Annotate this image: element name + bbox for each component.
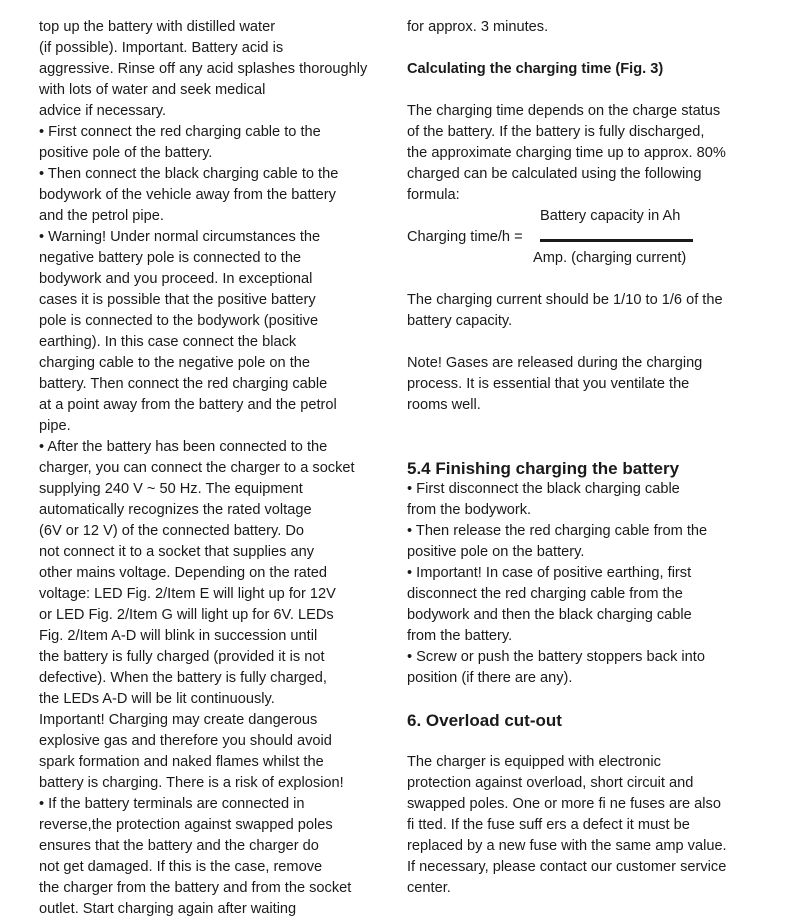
- formula-numerator: Battery capacity in Ah: [540, 208, 681, 224]
- text-line: cases it is possible that the positive battery: [39, 292, 316, 308]
- text-line: from the battery.: [407, 628, 513, 644]
- text-line: process. It is essential that you ventilate the: [407, 376, 690, 392]
- text-line: or LED Fig. 2/Item G will light up for 6V. LEDs: [39, 607, 334, 623]
- section-5-4-heading: 5.4 Finishing charging the battery: [407, 459, 680, 478]
- text-line: outlet. Start charging again after waiting: [39, 901, 297, 917]
- text-line: top up the battery with distilled water: [39, 19, 276, 35]
- text-line: of the battery. If the battery is fully discharged,: [407, 124, 705, 140]
- text-line: • Then connect the black charging cable to the: [39, 166, 339, 182]
- text-line: spark formation and naked flames whilst the: [39, 754, 324, 770]
- text-line: protection against overload, short circuit and: [407, 775, 694, 791]
- text-line: pole is connected to the bodywork (positive: [39, 313, 319, 329]
- text-line: supplying 240 V ~ 50 Hz. The equipment: [39, 481, 303, 497]
- text-line: ensures that the battery and the charger do: [39, 838, 319, 854]
- text-line: negative battery pole is connected to the: [39, 250, 302, 266]
- text-line: other mains voltage. Depending on the rated: [39, 565, 328, 581]
- text-line: charged can be calculated using the following: [407, 166, 702, 182]
- text-line: bodywork and you proceed. In exceptional: [39, 271, 313, 287]
- fraction-bar: [540, 239, 693, 242]
- charging-time-formula: [407, 206, 757, 269]
- text-line: (if possible). Important. Battery acid is: [39, 40, 284, 56]
- text-line: disconnect the red charging cable from the: [407, 586, 683, 602]
- calc-heading: Calculating the charging time (Fig. 3): [407, 61, 664, 77]
- text-line: reverse,the protection against swapped poles: [39, 817, 333, 833]
- text-line: positive pole on the battery.: [407, 544, 585, 560]
- text-line: center.: [407, 880, 451, 896]
- continuation-line: for approx. 3 minutes.: [407, 19, 549, 35]
- text-line: • If the battery terminals are connected in: [39, 796, 305, 812]
- text-line: • First connect the red charging cable to the: [39, 124, 321, 140]
- text-line: aggressive. Rinse off any acid splashes thoroughly: [39, 61, 368, 77]
- text-line: not connect it to a socket that supplies any: [39, 544, 315, 560]
- calc-paragraph: [407, 101, 757, 206]
- text-line: The charger is equipped with electronic: [407, 754, 661, 770]
- text-line: position (if there are any).: [407, 670, 573, 686]
- text-line: advice if necessary.: [39, 103, 167, 119]
- text-line: positive pole of the battery.: [39, 145, 213, 161]
- text-line: • First disconnect the black charging cable: [407, 481, 680, 497]
- text-line: swapped poles. One or more fi ne fuses are also: [407, 796, 721, 812]
- section-5-4-paragraph: [407, 479, 757, 689]
- text-line: explosive gas and therefore you should avoid: [39, 733, 332, 749]
- text-line: If necessary, please contact our customer service: [407, 859, 727, 875]
- text-line: • Screw or push the battery stoppers back into: [407, 649, 705, 665]
- text-line: • Then release the red charging cable from the: [407, 523, 708, 539]
- text-line: defective). When the battery is fully charged,: [39, 670, 327, 686]
- text-line: the LEDs A-D will be lit continuously.: [39, 691, 275, 707]
- current-paragraph: [407, 290, 757, 332]
- text-line: the charger from the battery and from the socket: [39, 880, 352, 896]
- text-line: • After the battery has been connected to the: [39, 439, 328, 455]
- text-line: • Important! In case of positive earthing, first: [407, 565, 692, 581]
- text-line: pipe.: [39, 418, 71, 434]
- text-line: replaced by a new fuse with the same amp value.: [407, 838, 727, 854]
- right-column: [407, 0, 757, 899]
- text-line: Fig. 2/Item A-D will blink in succession until: [39, 628, 318, 644]
- text-line: charger, you can connect the charger to a socket: [39, 460, 355, 476]
- text-line: Note! Gases are released during the charging: [407, 355, 703, 371]
- text-line: earthing). In this case connect the black: [39, 334, 297, 350]
- text-line: formula:: [407, 187, 460, 203]
- note-paragraph: [407, 353, 757, 416]
- text-line: bodywork of the vehicle away from the battery: [39, 187, 336, 203]
- text-line: automatically recognizes the rated voltage: [39, 502, 312, 518]
- text-line: battery capacity.: [407, 313, 513, 329]
- formula-label: Charging time/h =: [407, 229, 523, 245]
- text-line: the battery is fully charged (provided it is not: [39, 649, 325, 665]
- text-line: not get damaged. If this is the case, remove: [39, 859, 323, 875]
- left-column: [39, 0, 389, 920]
- text-line: (6V or 12 V) of the connected battery. Do: [39, 523, 304, 539]
- text-line: and the petrol pipe.: [39, 208, 164, 224]
- section-6-heading: 6. Overload cut-out: [407, 711, 562, 730]
- text-line: with lots of water and seek medical: [39, 82, 266, 98]
- text-line: battery is charging. There is a risk of explosion!: [39, 775, 344, 791]
- text-line: battery. Then connect the red charging cable: [39, 376, 328, 392]
- text-line: fi tted. If the fuse suff ers a defect it must be: [407, 817, 690, 833]
- text-line: The charging current should be 1/10 to 1/6 of the: [407, 292, 723, 308]
- text-line: • Warning! Under normal circumstances the: [39, 229, 321, 245]
- text-line: bodywork and then the black charging cable: [407, 607, 692, 623]
- text-line: charging cable to the negative pole on the: [39, 355, 310, 371]
- text-line: Important! Charging may create dangerous: [39, 712, 318, 728]
- text-line: at a point away from the battery and the petrol: [39, 397, 337, 413]
- text-line: The charging time depends on the charge status: [407, 103, 721, 119]
- section-6-paragraph: [407, 752, 757, 899]
- text-line: from the bodywork.: [407, 502, 532, 518]
- text-line: the approximate charging time up to approx. 80%: [407, 145, 726, 161]
- text-line: voltage: LED Fig. 2/Item E will light up for 12V: [39, 586, 336, 602]
- formula-denominator: Amp. (charging current): [533, 250, 687, 266]
- text-line: rooms well.: [407, 397, 481, 413]
